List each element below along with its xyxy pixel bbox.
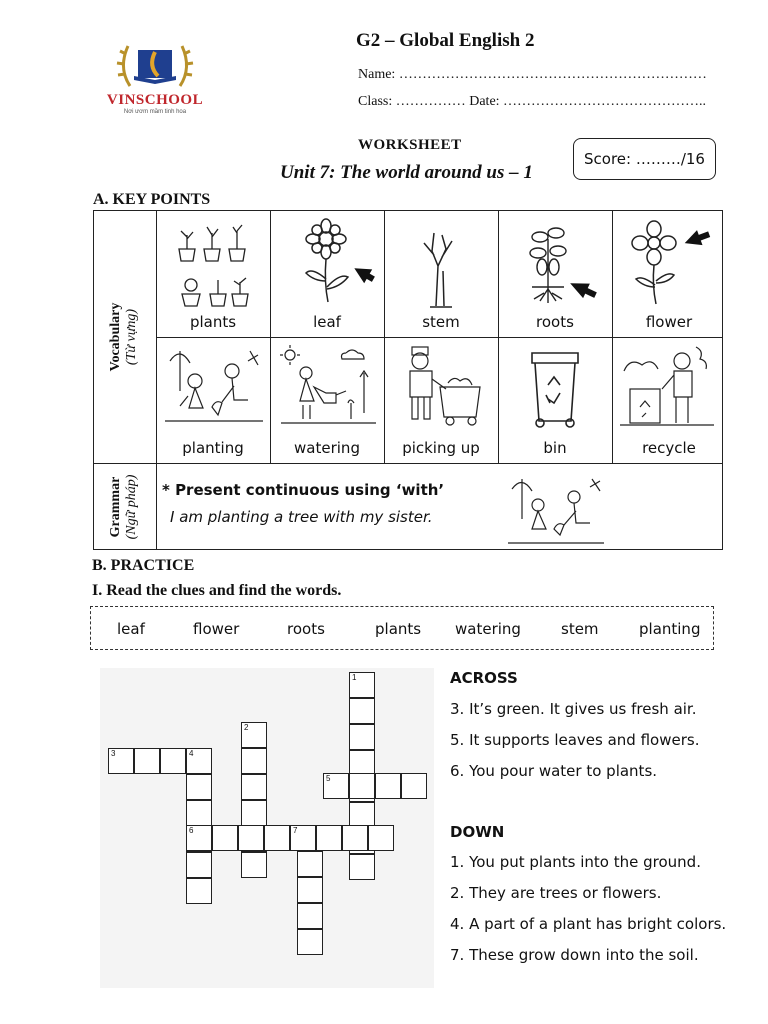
vocab-bin: bin [543, 439, 567, 457]
score-text: Score: ………/16 [584, 150, 705, 168]
across-clue-6: 6. You pour water to plants. [450, 762, 658, 780]
crossword-cell[interactable] [241, 748, 267, 774]
crossword-cell[interactable] [241, 774, 267, 800]
arrow-icon [350, 261, 377, 286]
vocabulary-side-label: Vocabulary (Từ vựng) [108, 302, 139, 372]
crossword-cell[interactable] [264, 825, 290, 851]
crossword-cell[interactable] [186, 825, 212, 851]
vocab-recycle: recycle [642, 439, 696, 457]
section-b-heading: B. PRACTICE [92, 557, 195, 574]
word-bank-item: roots [287, 620, 325, 638]
word-bank-item: stem [561, 620, 599, 638]
word-bank-item: leaf [117, 620, 145, 638]
arrow-icon [682, 227, 712, 251]
crossword-clue-number: 6 [189, 826, 194, 835]
picking-up-scene-icon [392, 343, 496, 431]
worksheet-label: WORKSHEET [358, 137, 462, 153]
logo-wordmark: VINSCHOOL [106, 92, 204, 108]
crossword-cell[interactable] [323, 773, 349, 799]
crossword-cell[interactable] [290, 825, 316, 851]
crossword-cell[interactable] [349, 698, 375, 724]
down-heading: DOWN [450, 823, 505, 841]
crossword-cell[interactable] [349, 724, 375, 750]
vocab-watering: watering [294, 439, 360, 457]
logo-tagline: Nơi ươm mầm tinh hoa [123, 109, 187, 115]
crossword-clue-number: 1 [352, 673, 357, 682]
crossword-cell[interactable] [241, 800, 267, 826]
vocab-flower: flower [645, 313, 693, 331]
crossword-cell[interactable] [342, 825, 368, 851]
down-clue-4: 4. A part of a plant has bright colors. [450, 915, 727, 933]
crossword-cell[interactable] [349, 854, 375, 880]
crossword-clue-number: 2 [244, 723, 249, 732]
laurel-book-emblem [100, 36, 210, 92]
watering-scene-icon [276, 343, 380, 431]
crossword-cell[interactable] [238, 825, 264, 851]
crossword-cell[interactable] [160, 748, 186, 774]
crossword-cell[interactable] [241, 722, 267, 748]
word-bank-item: plants [375, 620, 422, 638]
crossword-cell[interactable] [186, 748, 212, 774]
crossword-clue-number: 7 [293, 826, 298, 835]
vocab-roots: roots [536, 313, 574, 331]
arrow-icon [567, 276, 599, 302]
grammar-point: * Present continuous using ‘with’ [162, 481, 445, 499]
recycle-scene-icon [616, 341, 718, 431]
crossword-cell[interactable] [186, 774, 212, 800]
crossword-cell[interactable] [212, 825, 238, 851]
word-bank-item: flower [193, 620, 240, 638]
crossword-cell[interactable] [368, 825, 394, 851]
planting-scene-icon [160, 341, 268, 431]
crossword-cell[interactable] [401, 773, 427, 799]
roots-plant-icon [518, 219, 608, 309]
crossword-cell[interactable] [297, 851, 323, 877]
crossword-cell[interactable] [108, 748, 134, 774]
vocab-planting: planting [182, 439, 244, 457]
unit-title: Unit 7: The world around us – 1 [280, 162, 533, 183]
crossword-cell[interactable] [186, 852, 212, 878]
across-clue-3: 3. It’s green. It gives us fresh air. [450, 700, 697, 718]
grammar-planting-scene-icon [504, 471, 608, 547]
section-a-heading: A. KEY POINTS [93, 191, 211, 208]
flower-leaf-icon [294, 217, 374, 307]
vinschool-logo [100, 36, 210, 120]
vocab-stem: stem [422, 313, 460, 331]
bin-icon [526, 345, 586, 431]
potted-plants-icon [174, 219, 254, 309]
vocab-picking-up: picking up [402, 439, 480, 457]
across-clue-5: 5. It supports leaves and flowers. [450, 731, 700, 749]
task-1-instruction: I. Read the clues and find the words. [92, 582, 342, 599]
class-date-field[interactable]: Class: …………… Date: …………………………………….. [358, 94, 707, 109]
score-box [573, 138, 716, 180]
key-points-table [93, 210, 723, 550]
word-bank-item: watering [455, 620, 521, 638]
crossword-cell[interactable] [186, 800, 212, 826]
grammar-side-label: Grammar (Ngữ pháp) [108, 474, 139, 540]
crossword-cell[interactable] [375, 773, 401, 799]
crossword-cell[interactable] [297, 877, 323, 903]
crossword-cell[interactable] [297, 929, 323, 955]
course-title: G2 – Global English 2 [356, 30, 535, 51]
crossword-cell[interactable] [186, 878, 212, 904]
across-heading: ACROSS [450, 669, 518, 687]
crossword-clue-number: 3 [111, 749, 116, 758]
down-clue-7: 7. These grow down into the soil. [450, 946, 699, 964]
crossword-cell[interactable] [297, 903, 323, 929]
tree-stem-icon [412, 221, 472, 309]
down-clue-2: 2. They are trees or flowers. [450, 884, 662, 902]
grammar-example: I am planting a tree with my sister. [170, 508, 433, 526]
crossword-cell[interactable] [349, 672, 375, 698]
crossword-cell[interactable] [349, 773, 375, 799]
crossword-cell[interactable] [316, 825, 342, 851]
vocab-plants: plants [189, 313, 237, 331]
crossword-cell[interactable] [241, 852, 267, 878]
flower-icon [622, 219, 718, 309]
crossword-clue-number: 5 [326, 774, 331, 783]
crossword-clue-number: 4 [189, 749, 194, 758]
name-field[interactable]: Name: ………………………………………………………… [358, 67, 707, 82]
crossword-cell[interactable] [134, 748, 160, 774]
word-bank-item: planting [639, 620, 701, 638]
vocab-leaf: leaf [313, 313, 341, 331]
down-clue-1: 1. You put plants into the ground. [450, 853, 701, 871]
word-bank [90, 606, 714, 650]
